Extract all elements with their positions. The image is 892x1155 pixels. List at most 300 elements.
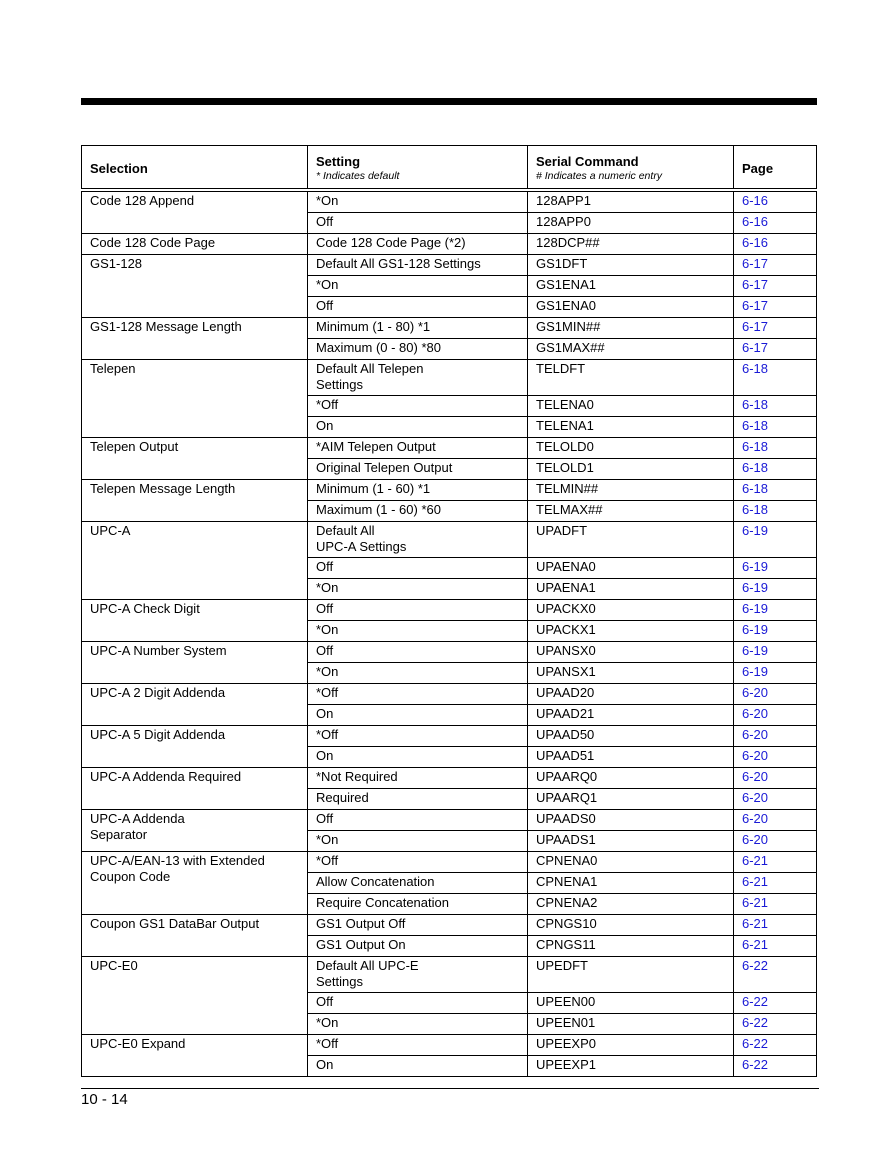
setting-header-label: Setting xyxy=(316,154,361,169)
setting-label: *AIM Telepen Output xyxy=(316,439,436,454)
selection-header-label: Selection xyxy=(90,160,148,176)
setting-label: *On xyxy=(316,1015,339,1030)
page-cell[interactable] xyxy=(734,957,817,993)
setting-cell xyxy=(308,213,528,234)
selection-cell xyxy=(82,480,308,522)
serial-command-label: GS1ENA0 xyxy=(536,298,596,313)
serial-command-label: GS1MAX## xyxy=(536,340,605,355)
setting-cell xyxy=(308,459,528,480)
selection-cell xyxy=(82,522,308,600)
page-link[interactable]: 6-20 xyxy=(742,685,769,700)
setting-cell xyxy=(308,360,528,396)
setting-cell xyxy=(308,318,528,339)
serial-command-cell xyxy=(528,276,734,297)
page-cell[interactable] xyxy=(734,663,817,684)
page-cell[interactable] xyxy=(734,417,817,438)
selection-label: UPC-A Addenda Separator xyxy=(90,811,185,842)
page-cell[interactable] xyxy=(734,642,817,663)
table-row xyxy=(82,438,817,459)
setting-cell xyxy=(308,234,528,255)
serial-command-cell xyxy=(528,297,734,318)
serial-command-header-label: Serial Command xyxy=(536,154,639,169)
serial-command-cell xyxy=(528,1035,734,1056)
page-header-label: Page xyxy=(742,160,774,176)
page-link[interactable]: 6-17 xyxy=(742,277,769,292)
selection-cell xyxy=(82,600,308,642)
page-link[interactable]: 6-19 xyxy=(742,622,769,637)
selection-label: Coupon GS1 DataBar Output xyxy=(90,916,260,931)
serial-command-cell xyxy=(528,768,734,789)
page-cell[interactable] xyxy=(734,360,817,396)
setting-label: Off xyxy=(316,811,334,826)
page-header xyxy=(734,146,817,191)
page-link[interactable]: 6-20 xyxy=(742,727,769,742)
serial-command-label: 128APP0 xyxy=(536,214,591,229)
page-cell[interactable] xyxy=(734,522,817,558)
table-row xyxy=(82,360,817,396)
table-body xyxy=(82,190,817,1077)
page-link[interactable]: 6-21 xyxy=(742,916,769,931)
selection-label: GS1-128 xyxy=(90,256,143,271)
serial-command-cell xyxy=(528,810,734,831)
setting-cell xyxy=(308,1056,528,1077)
serial-command-cell xyxy=(528,831,734,852)
page-cell[interactable] xyxy=(734,579,817,600)
serial-command-cell xyxy=(528,190,734,213)
setting-cell xyxy=(308,852,528,873)
serial-command-label: UPACKX1 xyxy=(536,622,596,637)
page-link[interactable]: 6-21 xyxy=(742,874,769,889)
page-cell[interactable] xyxy=(734,501,817,522)
setting-label: Allow Concatenation xyxy=(316,874,435,889)
setting-label: On xyxy=(316,418,334,433)
serial-command-cell xyxy=(528,663,734,684)
page-link[interactable]: 6-17 xyxy=(742,298,769,313)
page-link[interactable]: 6-19 xyxy=(742,580,769,595)
page-link[interactable]: 6-21 xyxy=(742,853,769,868)
selection-label: Code 128 Append xyxy=(90,193,195,208)
page-link[interactable]: 6-21 xyxy=(742,937,769,952)
table-row xyxy=(82,318,817,339)
setting-label: *Off xyxy=(316,853,339,868)
serial-command-label: UPAENA1 xyxy=(536,580,596,595)
setting-cell xyxy=(308,297,528,318)
setting-cell xyxy=(308,957,528,993)
setting-cell xyxy=(308,789,528,810)
selection-cell xyxy=(82,852,308,915)
page-link[interactable]: 6-22 xyxy=(742,958,769,973)
serial-command-label: CPNENA2 xyxy=(536,895,598,910)
serial-command-cell xyxy=(528,915,734,936)
page-link[interactable]: 6-20 xyxy=(742,790,769,805)
footer-rule xyxy=(81,1088,819,1089)
setting-cell xyxy=(308,810,528,831)
serial-command-cell xyxy=(528,957,734,993)
page-link[interactable]: 6-18 xyxy=(742,418,769,433)
page-link[interactable]: 6-16 xyxy=(742,193,769,208)
serial-command-cell xyxy=(528,480,734,501)
setting-cell xyxy=(308,522,528,558)
page-link[interactable]: 6-20 xyxy=(742,748,769,763)
setting-cell xyxy=(308,915,528,936)
setting-label: *On xyxy=(316,580,339,595)
page-cell[interactable] xyxy=(734,789,817,810)
setting-label: *On xyxy=(316,664,339,679)
serial-command-cell xyxy=(528,255,734,276)
selection-label: UPC-A Number System xyxy=(90,643,227,658)
serial-command-cell xyxy=(528,339,734,360)
page-link[interactable]: 6-16 xyxy=(742,235,769,250)
serial-command-label: UPEEXP0 xyxy=(536,1036,596,1051)
selection-cell xyxy=(82,768,308,810)
serial-command-cell xyxy=(528,459,734,480)
setting-label: Off xyxy=(316,994,334,1009)
selection-cell xyxy=(82,438,308,480)
serial-command-label: CPNENA1 xyxy=(536,874,598,889)
serial-command-label: TELOLD0 xyxy=(536,439,594,454)
selection-cell xyxy=(82,234,308,255)
serial-command-label: GS1ENA1 xyxy=(536,277,596,292)
page-link[interactable]: 6-22 xyxy=(742,1057,769,1072)
selection-label: Telepen Output xyxy=(90,439,179,454)
serial-command-table xyxy=(81,145,817,1077)
page-cell[interactable] xyxy=(734,621,817,642)
page-link[interactable]: 6-22 xyxy=(742,994,769,1009)
page-link[interactable]: 6-19 xyxy=(742,643,769,658)
page-cell[interactable] xyxy=(734,276,817,297)
page-cell[interactable] xyxy=(734,705,817,726)
page-cell[interactable] xyxy=(734,993,817,1014)
serial-command-label: UPAARQ1 xyxy=(536,790,598,805)
setting-label: *Off xyxy=(316,1036,339,1051)
setting-cell xyxy=(308,873,528,894)
page-link[interactable]: 6-20 xyxy=(742,769,769,784)
setting-label: Original Telepen Output xyxy=(316,460,453,475)
setting-label: Require Concatenation xyxy=(316,895,449,910)
page-link[interactable]: 6-18 xyxy=(742,460,769,475)
setting-label: Default All UPC-E Settings xyxy=(316,958,419,989)
table-row xyxy=(82,684,817,705)
serial-command-label: UPAAD51 xyxy=(536,748,595,763)
setting-label: Off xyxy=(316,214,334,229)
selection-label: UPC-E0 Expand xyxy=(90,1036,186,1051)
setting-cell xyxy=(308,339,528,360)
serial-command-cell xyxy=(528,318,734,339)
setting-label: *Not Required xyxy=(316,769,398,784)
serial-command-label: GS1DFT xyxy=(536,256,588,271)
page-cell[interactable] xyxy=(734,726,817,747)
page-link[interactable]: 6-20 xyxy=(742,706,769,721)
serial-command-cell xyxy=(528,936,734,957)
serial-command-cell xyxy=(528,600,734,621)
setting-label: Off xyxy=(316,559,334,574)
page-link[interactable]: 6-21 xyxy=(742,895,769,910)
table-row xyxy=(82,1035,817,1056)
selection-label: Telepen Message Length xyxy=(90,481,236,496)
setting-label: Default All Telepen Settings xyxy=(316,361,424,392)
setting-cell xyxy=(308,936,528,957)
page-link[interactable]: 6-17 xyxy=(742,256,769,271)
selection-cell xyxy=(82,190,308,234)
setting-cell xyxy=(308,642,528,663)
serial-command-cell xyxy=(528,558,734,579)
setting-cell xyxy=(308,417,528,438)
page-cell[interactable] xyxy=(734,831,817,852)
setting-label: On xyxy=(316,1057,334,1072)
page-cell[interactable] xyxy=(734,255,817,276)
table-row xyxy=(82,255,817,276)
serial-command-label: UPANSX0 xyxy=(536,643,596,658)
page-cell[interactable] xyxy=(734,318,817,339)
table-row xyxy=(82,957,817,993)
page-link[interactable]: 6-18 xyxy=(742,361,769,376)
serial-command-cell xyxy=(528,501,734,522)
setting-cell xyxy=(308,726,528,747)
page-number: 10 - 14 xyxy=(81,1091,128,1108)
page-link[interactable]: 6-18 xyxy=(742,439,769,454)
serial-command-cell xyxy=(528,705,734,726)
selection-cell xyxy=(82,318,308,360)
serial-command-cell xyxy=(528,993,734,1014)
serial-command-label: CPNGS10 xyxy=(536,916,597,931)
setting-cell xyxy=(308,894,528,915)
serial-command-cell xyxy=(528,1014,734,1035)
setting-label: Default All GS1-128 Settings xyxy=(316,256,481,271)
serial-command-label: TELDFT xyxy=(536,361,586,376)
page-cell[interactable] xyxy=(734,915,817,936)
serial-command-label: TELENA0 xyxy=(536,397,594,412)
setting-label: *On xyxy=(316,832,339,847)
setting-label: *Off xyxy=(316,397,339,412)
page-cell[interactable] xyxy=(734,810,817,831)
serial-command-cell xyxy=(528,726,734,747)
page-link[interactable]: 6-19 xyxy=(742,664,769,679)
serial-command-label: 128DCP## xyxy=(536,235,600,250)
serial-command-label: UPAADS0 xyxy=(536,811,596,826)
setting-label: Minimum (1 - 60) *1 xyxy=(316,481,431,496)
serial-command-label: CPNENA0 xyxy=(536,853,598,868)
page-cell[interactable] xyxy=(734,1014,817,1035)
setting-label: Code 128 Code Page (*2) xyxy=(316,235,466,250)
selection-label: UPC-E0 xyxy=(90,958,138,973)
setting-label: GS1 Output Off xyxy=(316,916,406,931)
page-cell[interactable] xyxy=(734,873,817,894)
setting-label: Required xyxy=(316,790,369,805)
setting-header xyxy=(308,146,528,191)
setting-label: Off xyxy=(316,298,334,313)
serial-command-label: UPAADS1 xyxy=(536,832,596,847)
page-link[interactable]: 6-17 xyxy=(742,319,769,334)
page-link[interactable]: 6-20 xyxy=(742,832,769,847)
serial-command-cell xyxy=(528,234,734,255)
setting-cell xyxy=(308,663,528,684)
page-cell[interactable] xyxy=(734,438,817,459)
setting-label: Minimum (1 - 80) *1 xyxy=(316,319,431,334)
serial-command-cell xyxy=(528,1056,734,1077)
serial-command-label: UPACKX0 xyxy=(536,601,596,616)
serial-command-label: 128APP1 xyxy=(536,193,591,208)
page-cell[interactable] xyxy=(734,297,817,318)
selection-label: GS1-128 Message Length xyxy=(90,319,242,334)
setting-label: *Off xyxy=(316,685,339,700)
table-row xyxy=(82,234,817,255)
table-row xyxy=(82,522,817,558)
serial-command-label: UPAAD50 xyxy=(536,727,595,742)
setting-cell xyxy=(308,438,528,459)
serial-command-label: UPANSX1 xyxy=(536,664,596,679)
page-link[interactable]: 6-22 xyxy=(742,1015,769,1030)
setting-label: Default All UPC-A Settings xyxy=(316,523,407,554)
serial-command-label: TELMIN## xyxy=(536,481,599,496)
serial-command-label: UPAAD20 xyxy=(536,685,595,700)
selection-label: UPC-A Check Digit xyxy=(90,601,200,616)
serial-command-label: UPAARQ0 xyxy=(536,769,598,784)
setting-label: *Off xyxy=(316,727,339,742)
table-row xyxy=(82,480,817,501)
page-cell[interactable] xyxy=(734,1035,817,1056)
setting-cell xyxy=(308,558,528,579)
selection-cell xyxy=(82,726,308,768)
setting-cell xyxy=(308,831,528,852)
page-cell[interactable] xyxy=(734,894,817,915)
selection-cell xyxy=(82,360,308,438)
setting-cell xyxy=(308,501,528,522)
setting-cell xyxy=(308,396,528,417)
serial-command-cell xyxy=(528,522,734,558)
serial-command-cell xyxy=(528,360,734,396)
page-cell[interactable] xyxy=(734,190,817,213)
serial-command-cell xyxy=(528,684,734,705)
page-link[interactable]: 6-19 xyxy=(742,601,769,616)
serial-command-label: TELENA1 xyxy=(536,418,594,433)
setting-cell xyxy=(308,600,528,621)
serial-command-label: CPNGS11 xyxy=(536,937,596,952)
page-link[interactable]: 6-16 xyxy=(742,214,769,229)
table-row xyxy=(82,852,817,873)
page-link[interactable]: 6-18 xyxy=(742,481,769,496)
page-cell[interactable] xyxy=(734,852,817,873)
page-cell[interactable] xyxy=(734,234,817,255)
setting-cell xyxy=(308,1014,528,1035)
serial-command-cell xyxy=(528,621,734,642)
page-cell[interactable] xyxy=(734,1056,817,1077)
serial-command-cell xyxy=(528,873,734,894)
selection-cell xyxy=(82,810,308,852)
table-row xyxy=(82,726,817,747)
table-row xyxy=(82,810,817,831)
serial-command-cell xyxy=(528,894,734,915)
page-cell[interactable] xyxy=(734,213,817,234)
page-link[interactable]: 6-17 xyxy=(742,340,769,355)
selection-label: UPC-A xyxy=(90,523,131,538)
serial-command-cell xyxy=(528,642,734,663)
serial-command-cell xyxy=(528,417,734,438)
selection-cell xyxy=(82,642,308,684)
setting-cell xyxy=(308,768,528,789)
selection-label: Code 128 Code Page xyxy=(90,235,216,250)
setting-cell xyxy=(308,276,528,297)
table-row xyxy=(82,642,817,663)
serial-command-cell xyxy=(528,396,734,417)
selection-cell xyxy=(82,957,308,1035)
serial-command-cell xyxy=(528,747,734,768)
serial-command-cell xyxy=(528,789,734,810)
setting-cell xyxy=(308,255,528,276)
setting-cell xyxy=(308,579,528,600)
serial-command-cell xyxy=(528,438,734,459)
header-rule xyxy=(81,98,817,105)
page-cell[interactable] xyxy=(734,747,817,768)
setting-label: Off xyxy=(316,643,334,658)
serial-command-label: UPEDFT xyxy=(536,958,588,973)
page-cell[interactable] xyxy=(734,459,817,480)
selection-cell xyxy=(82,1035,308,1077)
page-link[interactable]: 6-20 xyxy=(742,811,769,826)
setting-cell xyxy=(308,480,528,501)
page-cell[interactable] xyxy=(734,936,817,957)
setting-cell xyxy=(308,747,528,768)
page-link[interactable]: 6-22 xyxy=(742,1036,769,1051)
page-cell[interactable] xyxy=(734,684,817,705)
selection-cell xyxy=(82,684,308,726)
page-link[interactable]: 6-19 xyxy=(742,523,769,538)
setting-label: Off xyxy=(316,601,334,616)
setting-label: On xyxy=(316,748,334,763)
serial-command-label: UPEEN01 xyxy=(536,1015,596,1030)
setting-cell xyxy=(308,1035,528,1056)
table-header-row xyxy=(82,146,817,191)
selection-label: UPC-A Addenda Required xyxy=(90,769,242,784)
selection-cell xyxy=(82,915,308,957)
serial-command-cell xyxy=(528,579,734,600)
selection-label: UPC-A/EAN-13 with Extended Coupon Code xyxy=(90,853,265,884)
page-cell[interactable] xyxy=(734,558,817,579)
selection-header xyxy=(82,146,308,191)
page-link[interactable]: 6-18 xyxy=(742,502,769,517)
selection-label: UPC-A 2 Digit Addenda xyxy=(90,685,226,700)
setting-label: *On xyxy=(316,622,339,637)
page-cell[interactable] xyxy=(734,600,817,621)
serial-command-cell xyxy=(528,852,734,873)
table-row xyxy=(82,915,817,936)
page-link[interactable]: 6-19 xyxy=(742,559,769,574)
setting-cell xyxy=(308,705,528,726)
serial-command-label: UPAAD21 xyxy=(536,706,595,721)
selection-label: UPC-A 5 Digit Addenda xyxy=(90,727,226,742)
setting-header-note: * Indicates default xyxy=(316,170,400,182)
setting-cell xyxy=(308,190,528,213)
setting-label: Maximum (0 - 80) *80 xyxy=(316,340,441,355)
setting-cell xyxy=(308,684,528,705)
serial-command-label: UPADFT xyxy=(536,523,588,538)
serial-command-cell xyxy=(528,213,734,234)
setting-label: *On xyxy=(316,277,339,292)
setting-label: *On xyxy=(316,193,339,208)
table-row xyxy=(82,190,817,213)
page-cell[interactable] xyxy=(734,480,817,501)
setting-label: Maximum (1 - 60) *60 xyxy=(316,502,441,517)
page-cell[interactable] xyxy=(734,339,817,360)
selection-cell xyxy=(82,255,308,318)
page-link[interactable]: 6-18 xyxy=(742,397,769,412)
setting-cell xyxy=(308,993,528,1014)
serial-command-label: UPEEN00 xyxy=(536,994,596,1009)
serial-command-label: TELOLD1 xyxy=(536,460,594,475)
page-cell[interactable] xyxy=(734,396,817,417)
selection-label: Telepen xyxy=(90,361,136,376)
setting-label: GS1 Output On xyxy=(316,937,406,952)
page-cell[interactable] xyxy=(734,768,817,789)
